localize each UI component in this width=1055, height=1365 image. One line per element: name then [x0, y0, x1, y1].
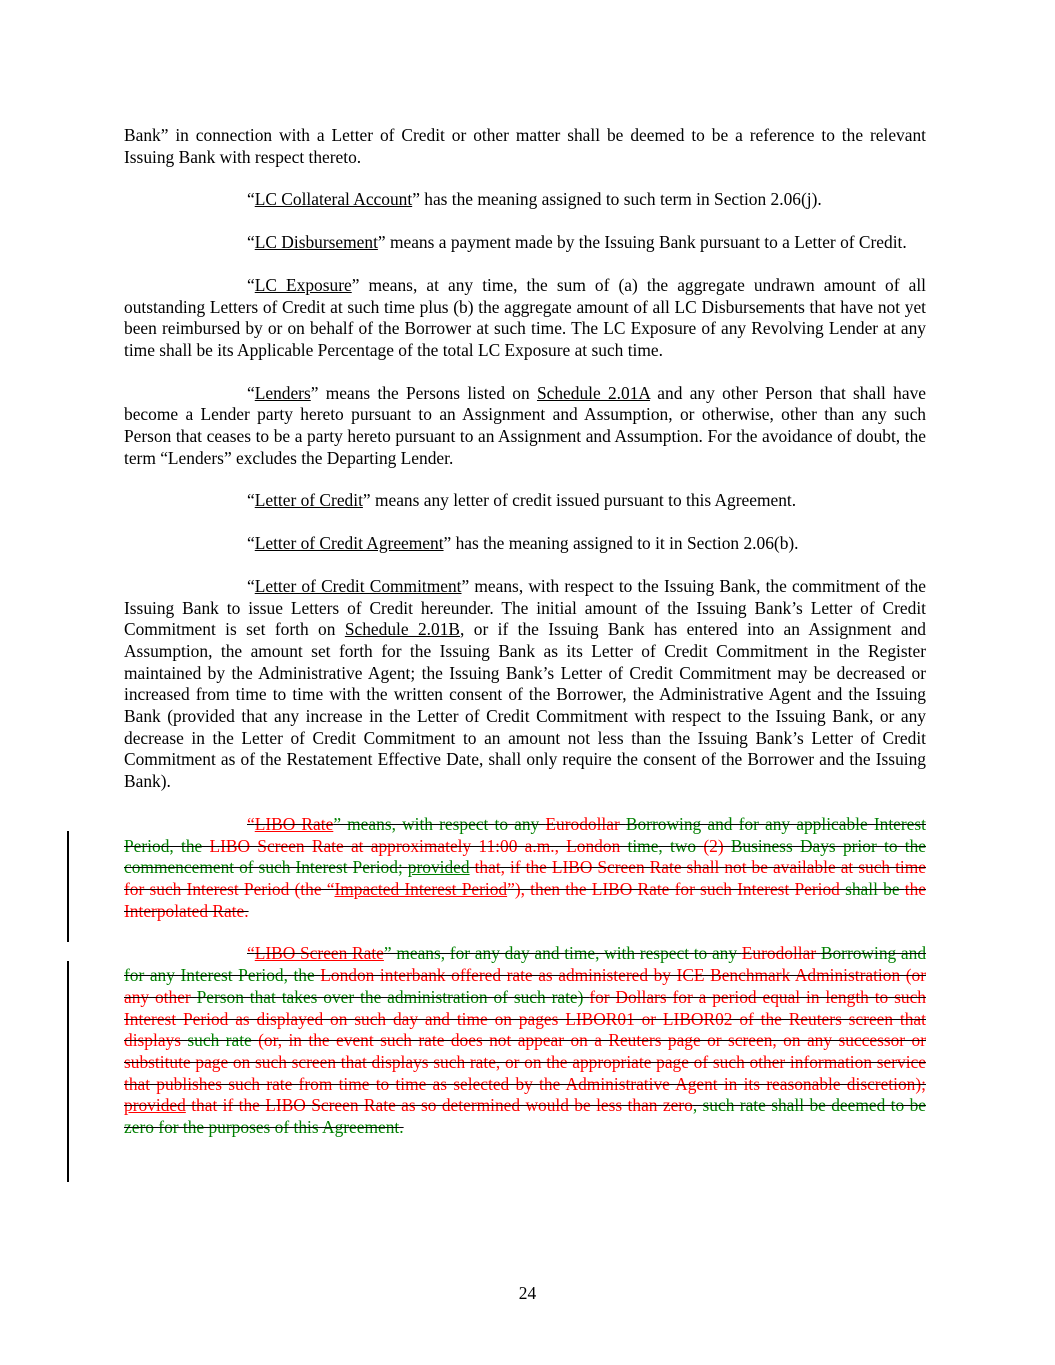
defined-term: LC Collateral Account: [254, 189, 413, 210]
definition-letter-of-credit: “Letter of Credit” means any letter of credit issued pursuant to this Agreement.: [247, 490, 797, 511]
document-page: [124, 125, 926, 1139]
defined-term: LIBO Screen Rate: [254, 943, 384, 964]
paragraph-bank-continued: Bank” in connection with a Letter of Credit or other matter shall be deemed to be a reference to the relevant Issuing Bank with respect thereto.: [124, 125, 926, 167]
definition-lc-exposure: “LC Exposure” means, at any time, the sum of (a) the aggregate undrawn amount of all outstanding Letters of Credit at such time plus (b) the aggregate amount of all LC Disbursements that have not yet been reimbursed by or on behalf of the Borrower at such time. The LC Exposure of any Revolving Lender at any time shall be its Applicable Percentage of the total LC Exposure at such time.: [124, 274, 926, 360]
deleted-definition-libo-screen-rate: “LIBO Screen Rate” means, for any day and time, with respect to any Eurodollar Borrowing and for any Interest Period, the London interbank offered rate as administered by ICE Benchmark Administration (or any other Person that takes over the administration of such rate) for Dollars for a period equal in length to such Interest Period as displayed on such day and time on pages LIBOR01 or LIBOR02 of the Reuters screen that displays such rate (or, in the event such rate does not appear on a Reuters page or screen, on any successor or substitute page on such screen that displays such rate, or on the appropriate page of such other information service that publishes such rate from time to time as selected by the Administrative Agent in its reasonable discretion); provided that if the LIBO Screen Rate as so determined would be less than zero, such rate shall be deemed to be zero for the purposes of this Agreement.: [124, 943, 927, 1138]
definition-lenders: “Lenders” means the Persons listed on Schedule 2.01A and any other Person that shall have become a Lender party hereto pursuant to an Assignment and Assumption, or otherwise, other than any such Person that ceases to be a party hereto pursuant to an Assignment and Assumption. For the avoidance of doubt, the term “Lenders” excludes the Departing Lender.: [124, 382, 926, 468]
definition-letter-of-credit-agreement: “Letter of Credit Agreement” has the meaning assigned to it in Section 2.06(b).: [247, 533, 799, 554]
definition-letter-of-credit-commitment: “Letter of Credit Commitment” means, with respect to the Issuing Bank, the commitment of the Issuing Bank to issue Letters of Credit hereunder. The initial amount of the Issuing Bank’s Letter of Credit Commitment is set forth on Schedule 2.01B, or if the Issuing Bank has entered into an Assignment and Assumption, the amount set forth for the Issuing Bank as its Letter of Credit Commitment in the Register maintained by the Administrative Agent; the Issuing Bank’s Letter of Credit Commitment may be decreased or increased from time to time with the written consent of the Borrower, the Administrative Agent and the Issuing Bank (provided that any increase in the Letter of Credit Commitment with respect to the Issuing Bank, or any decrease in the Letter of Credit Commitment to an amount not less than the Issuing Bank’s Letter of Credit Commitment as of the Restatement Effective Date, shall only require the consent of the Borrower and the Issuing Bank).: [124, 575, 926, 792]
deleted-definition-libo-rate: “LIBO Rate” means, with respect to any Eurodollar Borrowing and for any applicable Interest Period, the LIBO Screen Rate at approximately 11:00 a.m., London time, two (2) Business Days prior to the commencement of such Interest Period; provided that, if the LIBO Screen Rate shall not be available at such time for such Interest Period (the “Impacted Interest Period”), then the LIBO Rate for such Interest Period shall be the Interpolated Rate.: [124, 813, 927, 921]
defined-term: LC Exposure: [254, 274, 352, 295]
page-number: 24: [518, 1283, 537, 1303]
defined-term: Letter of Credit Agreement: [254, 533, 444, 554]
change-bar-libo-rate: [67, 831, 69, 942]
schedule-reference: Schedule 2.01B: [344, 619, 461, 640]
definition-lc-collateral-account: “LC Collateral Account” has the meaning assigned to such term in Section 2.06(j).: [247, 189, 822, 210]
defined-term: Lenders: [254, 382, 311, 403]
schedule-reference: Schedule 2.01A: [536, 382, 651, 403]
definition-lc-disbursement: “LC Disbursement” means a payment made by the Issuing Bank pursuant to a Letter of Credit.: [247, 232, 907, 253]
defined-term: LIBO Rate: [254, 813, 334, 834]
change-bar-libo-screen-rate: [67, 961, 69, 1182]
defined-term: Letter of Credit: [254, 490, 363, 511]
defined-term: LC Disbursement: [254, 232, 378, 253]
defined-term: Letter of Credit Commitment: [254, 575, 462, 596]
